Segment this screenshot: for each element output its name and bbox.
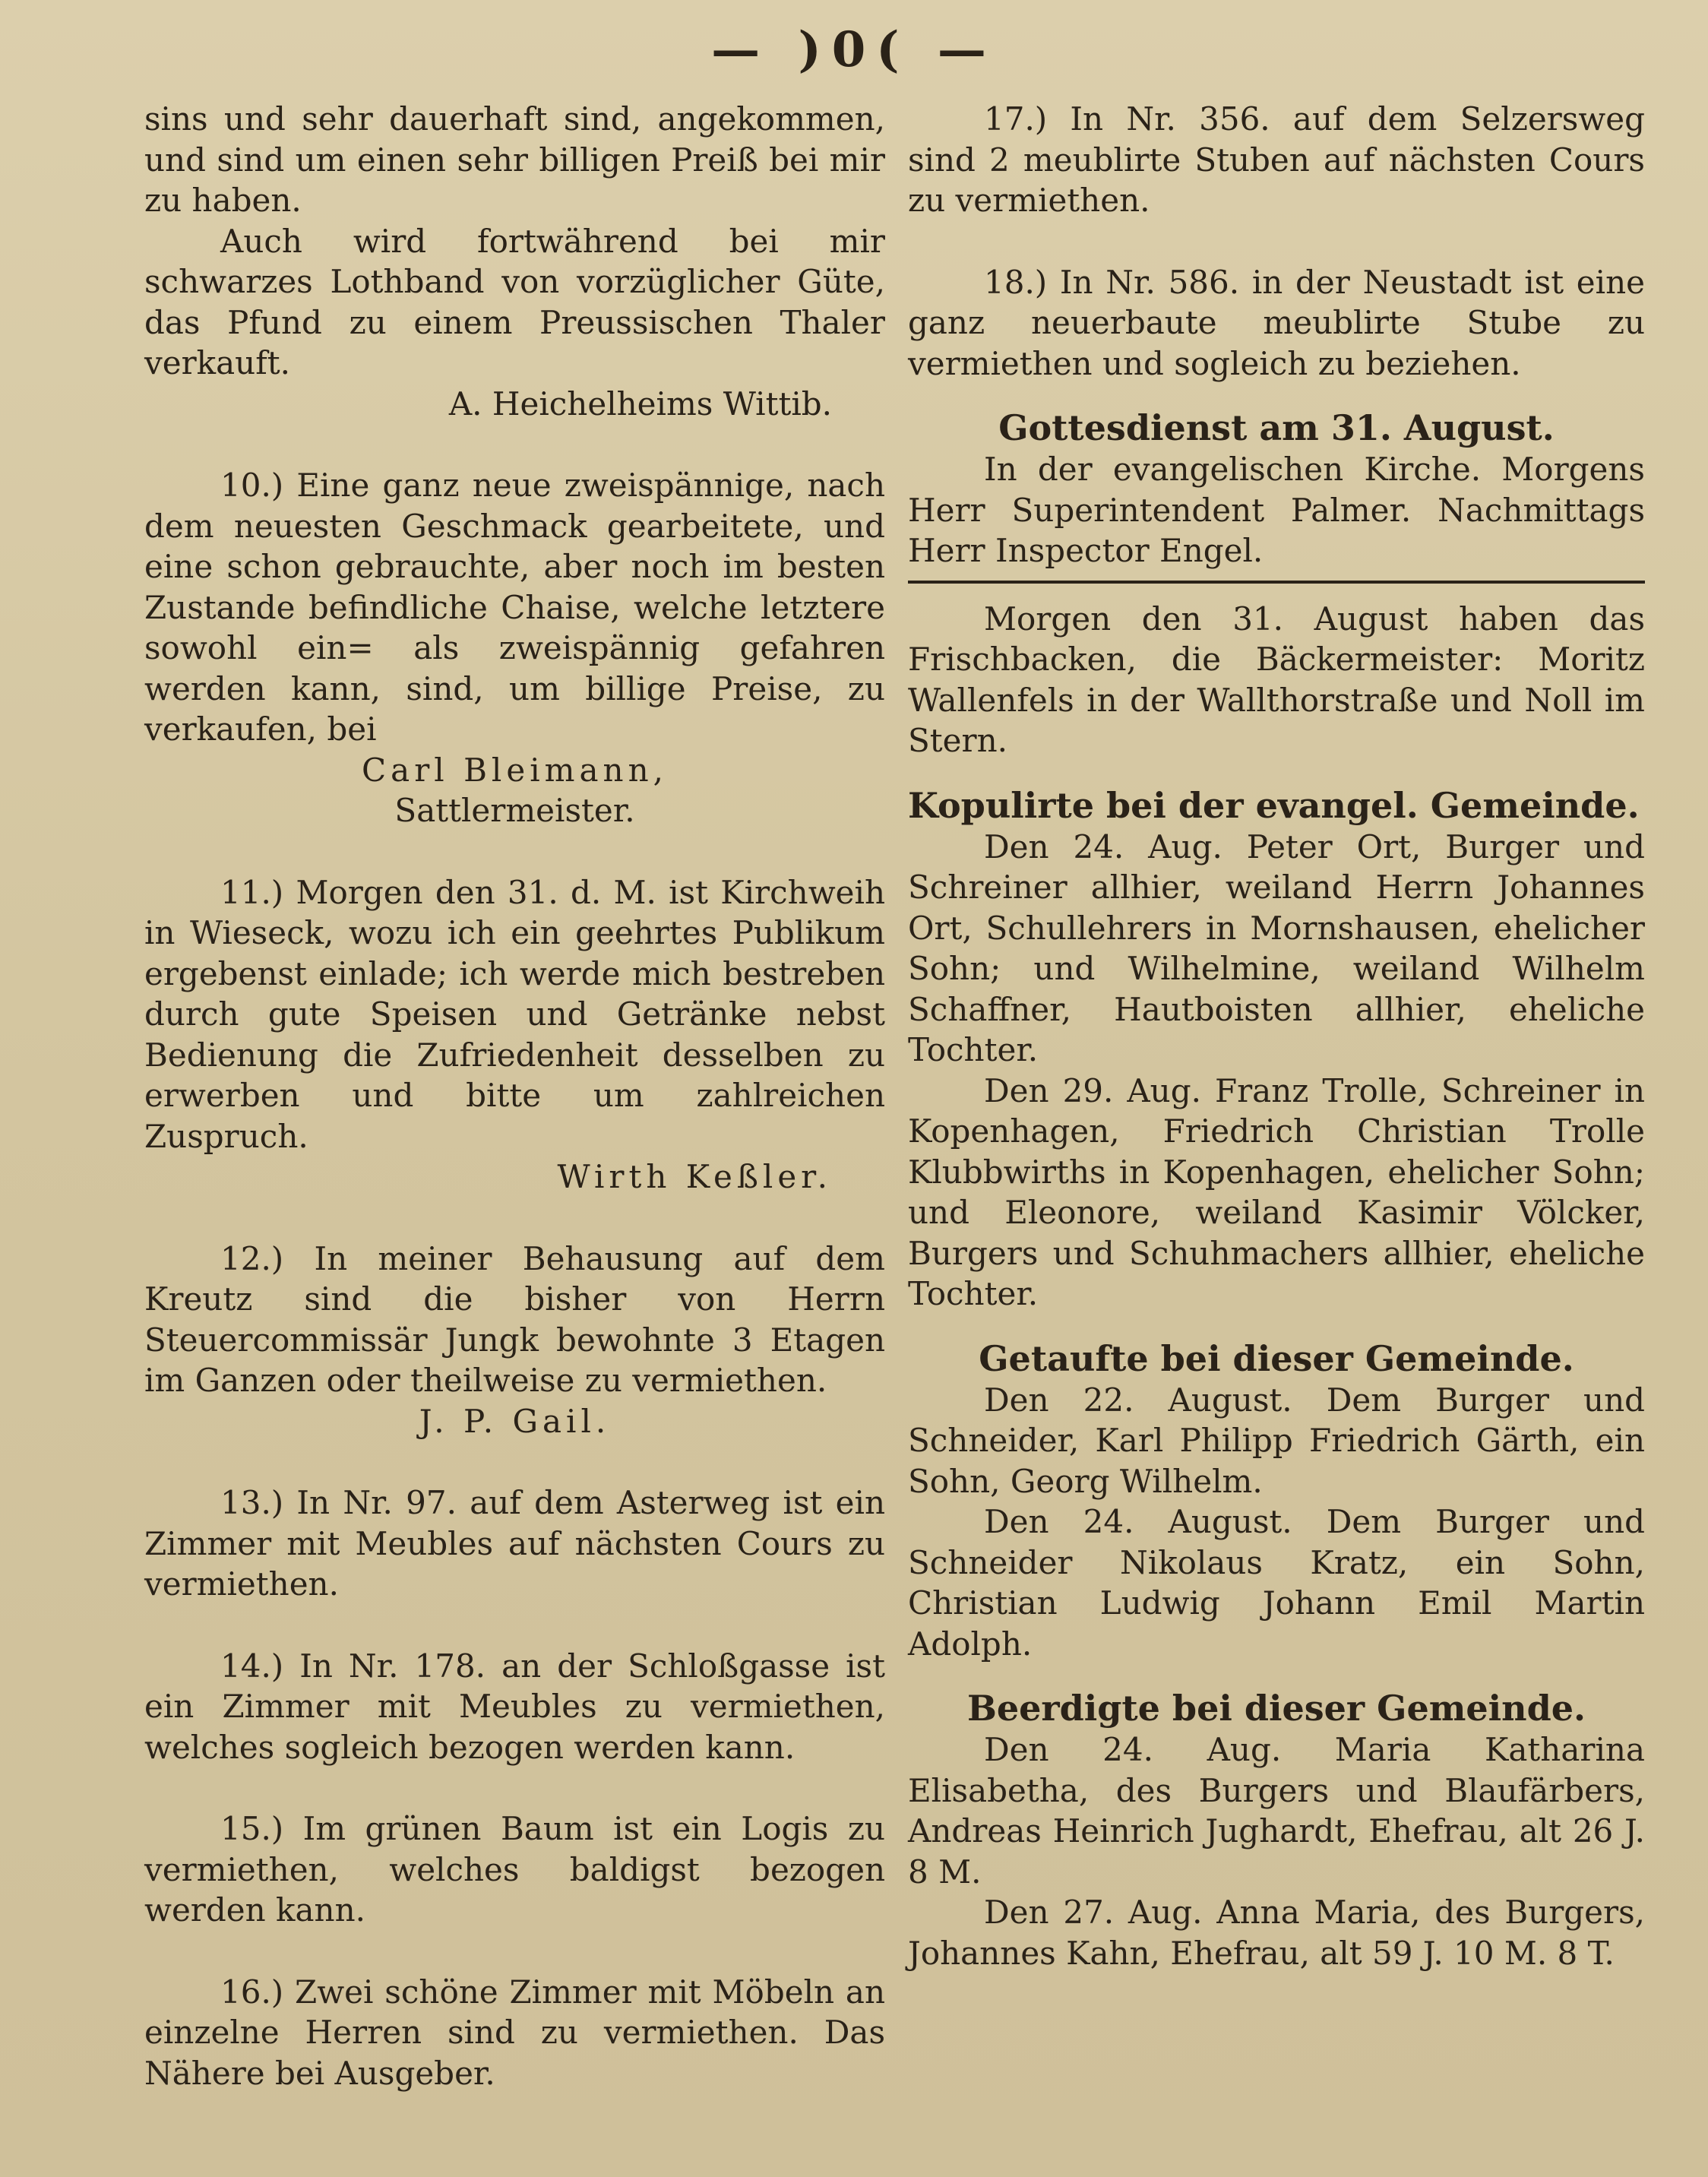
section-heading: Kopulirte bei der evangel. Gemeinde.	[908, 784, 1640, 826]
marriages-section	[908, 784, 1645, 1315]
ad-12	[144, 1239, 885, 1442]
ad-9-continued	[144, 99, 885, 424]
page-number: — )0( —	[711, 21, 997, 78]
ad-signature: J. P. Gail.	[419, 1402, 611, 1440]
ad-11	[144, 872, 885, 1198]
register-entry: Den 27. Aug. Anna Maria, des Burgers, Johannes Kahn, Ehefrau, alt 59 J. 10 M. 8 T.	[908, 1894, 1645, 1972]
register-entry: Den 24. Aug. Maria Katharina Elisabetha, des Burgers und Blaufärbers, Andreas Heinrich Jughardt, Ehefrau, alt 26 J. 8 M.	[908, 1731, 1645, 1891]
divider	[908, 581, 1645, 584]
section-text: In der evangelischen Kirche. Morgens Herr Superintendent Palmer. Nachmittags Herr Inspector Engel.	[908, 451, 1645, 569]
register-entry: Den 24. Aug. Peter Ort, Burger und Schreiner allhier, weiland Herrn Johannes Ort, Schullehrers in Mornshausen, ehelicher Sohn; und Wilhelmine, weiland Wilhelm Schaffner, Hautboisten allhier, eheliche Tochter.	[908, 827, 1645, 1068]
ad-15	[144, 1808, 885, 1931]
section-heading: Getaufte bei dieser Gemeinde.	[979, 1337, 1574, 1379]
ad-text: 17.) In Nr. 356. auf dem Selzersweg sind 2 meublirte Stuben auf nächsten Cours zu vermiethen.	[908, 100, 1645, 219]
bakers-notice	[908, 599, 1645, 761]
ad-signature-title: Sattlermeister.	[394, 792, 635, 829]
church-service-section	[908, 407, 1645, 571]
register-entry: Den 29. Aug. Franz Trolle, Schreiner in Kopenhagen, Friedrich Christian Trolle Klubbwirths in Kopenhagen, ehelicher Sohn; und Eleonore, weiland Kasimir Völcker, Burgers und Schuhmachers allhier, eheliche Tochter.	[908, 1071, 1645, 1312]
section-heading: Beerdigte bei dieser Gemeinde.	[966, 1688, 1586, 1729]
ad-10	[144, 465, 885, 831]
ad-signature: A. Heichelheims Wittib.	[448, 384, 832, 422]
ad-text: sins und sehr dauerhaft sind, angekommen, und sind um einen sehr billigen Preiß bei mir zu haben.	[144, 100, 885, 219]
ad-17	[908, 99, 1645, 221]
register-entry: Den 22. August. Dem Burger und Schneider, Karl Philipp Friedrich Gärth, ein Sohn, Georg Wilhelm.	[908, 1381, 1645, 1500]
ad-signature: Carl Bleimann,	[362, 751, 668, 789]
ad-16	[144, 1972, 885, 2094]
register-entry: Den 24. August. Dem Burger und Schneider Nikolaus Kratz, ein Sohn, Christian Ludwig Johann Emil Martin Adolph.	[908, 1503, 1645, 1663]
ad-13	[144, 1482, 885, 1605]
baptisms-section	[908, 1337, 1645, 1665]
ad-18	[908, 262, 1645, 384]
left-column	[144, 99, 885, 2093]
section-text: Morgen den 31. August haben das Frischbacken, die Bäckermeister: Moritz Wallenfels in der Wallthorstraße und Noll im Stern.	[908, 600, 1645, 759]
ad-text: 18.) In Nr. 586. in der Neustadt ist eine ganz neuerbaute meublirte Stube zu vermiethen und sogleich zu beziehen.	[908, 263, 1645, 382]
ad-text: 11.) Morgen den 31. d. M. ist Kirchweih in Wieseck, wozu ich ein geehrtes Publikum ergebenst einlade; ich werde mich bestreben durch gute Speisen und Getränke nebst Bedienung die Zufriedenheit desselben zu erwerben und bitte um zahlreichen Zuspruch.	[144, 873, 885, 1155]
section-heading: Gottesdienst am 31. August.	[998, 407, 1555, 448]
ad-text: 10.) Eine ganz neue zweispännige, nach dem neuesten Geschmack gearbeitete, und eine schon gebrauchte, aber noch im besten Zustande befindliche Chaise, welche letztere sowohl ein= als zweispännig gefahren werden kann, sind, um billige Preise, zu verkaufen, bei	[144, 467, 885, 748]
burials-section	[908, 1687, 1645, 1973]
ad-signature: Wirth Keßler.	[557, 1158, 832, 1195]
ad-text: 16.) Zwei schöne Zimmer mit Möbeln an einzelne Herren sind zu vermiethen. Das Nähere bei Ausgeber.	[144, 1973, 885, 2092]
ad-text: 14.) In Nr. 178. an der Schloßgasse ist ein Zimmer mit Meubles zu vermiethen, welches sogleich bezogen werden kann.	[144, 1647, 885, 1766]
ad-text: 13.) In Nr. 97. auf dem Asterweg ist ein Zimmer mit Meubles auf nächsten Cours zu vermiethen.	[144, 1484, 885, 1603]
right-column	[908, 99, 1645, 1973]
ad-text: 15.) Im grünen Baum ist ein Logis zu vermiethen, welches baldigst bezogen werden kann.	[144, 1810, 885, 1929]
ad-text: 12.) In meiner Behausung auf dem Kreutz sind die bisher von Herrn Steuercommissär Jungk bewohnte 3 Etagen im Ganzen oder theilweise zu vermiethen.	[144, 1239, 885, 1399]
ad-text: Auch wird fortwährend bei mir schwarzes Lothband von vorzüglicher Güte, das Pfund zu einem Preussischen Thaler verkauft.	[144, 222, 885, 381]
ad-14	[144, 1646, 885, 1768]
